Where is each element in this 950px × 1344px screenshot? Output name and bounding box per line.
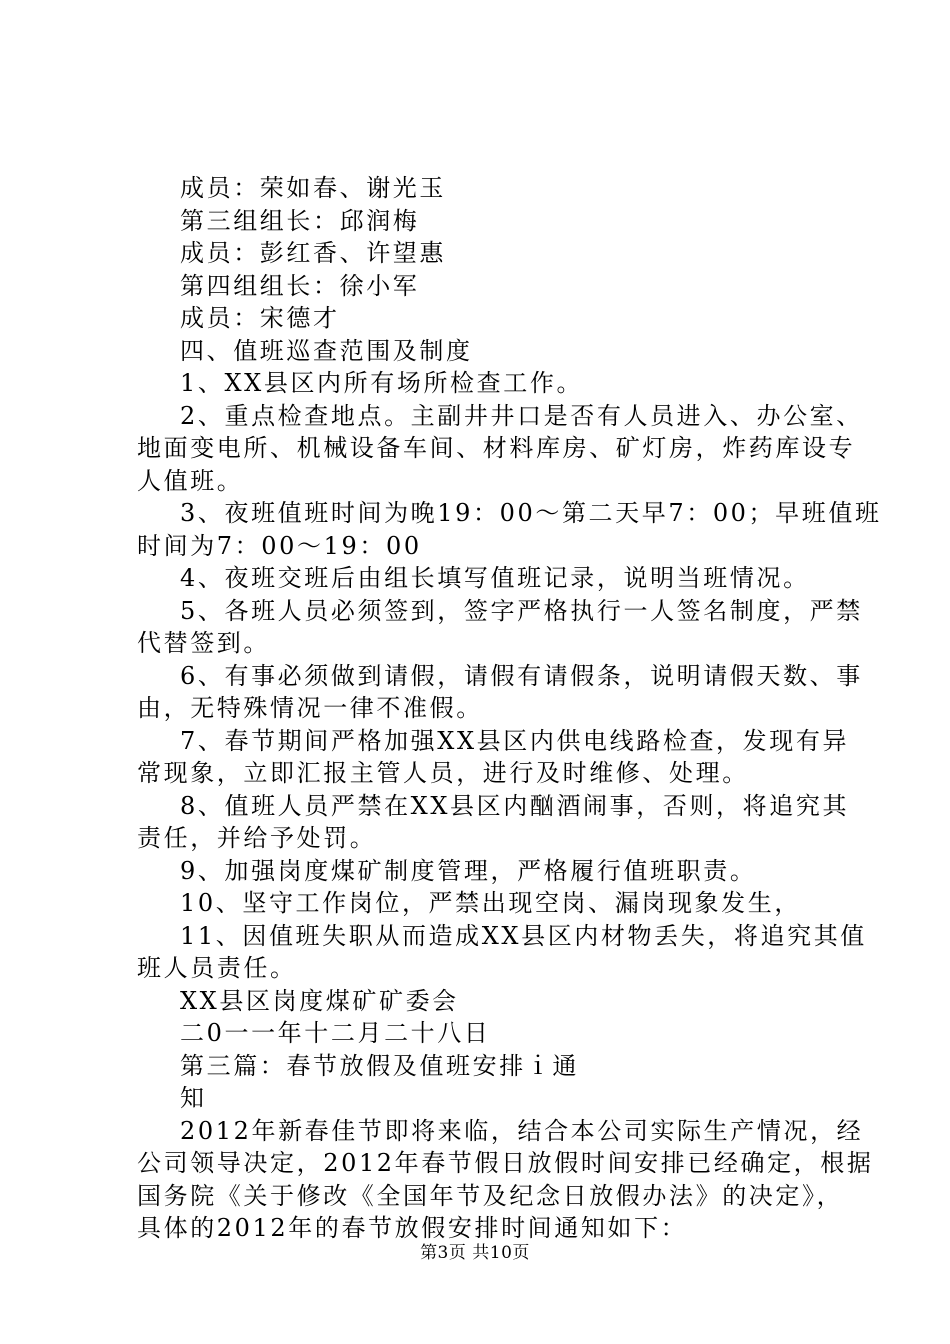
text-line: 成员：荣如春、谢光玉 bbox=[180, 174, 446, 202]
text-line: 责任，并给予处罚。 bbox=[137, 824, 377, 852]
text-line: 二0一一年十二月二十八日 bbox=[180, 1019, 491, 1047]
text-line: 第三组组长：邱润梅 bbox=[180, 206, 420, 235]
text-line: 由，无特殊情况一律不准假。 bbox=[137, 694, 483, 722]
text-line: 时间为7：00～19：00 bbox=[137, 531, 422, 560]
text-line: 8、值班人员严禁在XX县区内酗酒闹事，否则，将追究其 bbox=[180, 791, 850, 820]
text-line: 公司领导决定，2012年春节假日放假时间安排已经确定，根据 bbox=[137, 1149, 874, 1177]
text-line: 地面变电所、机械设备车间、材料库房、矿灯房，炸药库设专 bbox=[137, 434, 856, 462]
text-line: 11、因值班失职从而造成XX县区内材物丢失，将追究其值 bbox=[180, 921, 867, 950]
text-line: 常现象，立即汇报主管人员，进行及时维修、处理。 bbox=[137, 759, 749, 787]
text-line: 具体的2012年的春节放假安排时间通知如下： bbox=[137, 1214, 688, 1242]
text-line: 成员：彭红香、许望惠 bbox=[180, 239, 446, 267]
text-line: 6、有事必须做到请假，请假有请假条，说明请假天数、事 bbox=[180, 661, 863, 690]
text-line: 3、夜班值班时间为晚19：00～第二天早7：00；早班值班 bbox=[180, 499, 882, 527]
text-line: 第三篇：春节放假及值班安排ｉ通 bbox=[180, 1051, 579, 1080]
text-line: 代替签到。 bbox=[137, 629, 270, 657]
text-line: 2012年新春佳节即将来临，结合本公司实际生产情况，经 bbox=[180, 1116, 864, 1145]
text-line: 10、坚守工作岗位，严禁出现空岗、漏岗现象发生， bbox=[180, 889, 801, 917]
text-line: XX县区岗度煤矿矿委会 bbox=[180, 986, 459, 1015]
text-line: 5、各班人员必须签到，签字严格执行一人签名制度，严禁 bbox=[180, 596, 863, 625]
page-footer: 第3页 共10页 bbox=[420, 1243, 530, 1263]
text-line: 人值班。 bbox=[137, 466, 244, 495]
text-line: 2、重点检查地点。主副井井口是否有人员进入、办公室、 bbox=[180, 401, 863, 430]
text-line: 4、夜班交班后由组长填写值班记录，说明当班情况。 bbox=[180, 564, 810, 592]
text-line: 第四组组长：徐小军 bbox=[180, 271, 420, 300]
text-line: 成员：宋德才 bbox=[180, 304, 340, 332]
text-line: 1、XX县区内所有场所检查工作。 bbox=[180, 369, 584, 397]
text-line: 四、值班巡查范围及制度 bbox=[180, 336, 473, 365]
text-line: 9、加强岗度煤矿制度管理，严格履行值班职责。 bbox=[180, 856, 757, 885]
text-line: 班人员责任。 bbox=[137, 954, 297, 982]
text-line: 国务院《关于修改《全国年节及纪念日放假办法》的决定》， bbox=[137, 1181, 844, 1210]
text-line: 7、春节期间严格加强XX县区内供电线路检查，发现有异 bbox=[180, 726, 850, 755]
text-line: 知 bbox=[180, 1084, 207, 1112]
document-body bbox=[137, 172, 882, 1245]
